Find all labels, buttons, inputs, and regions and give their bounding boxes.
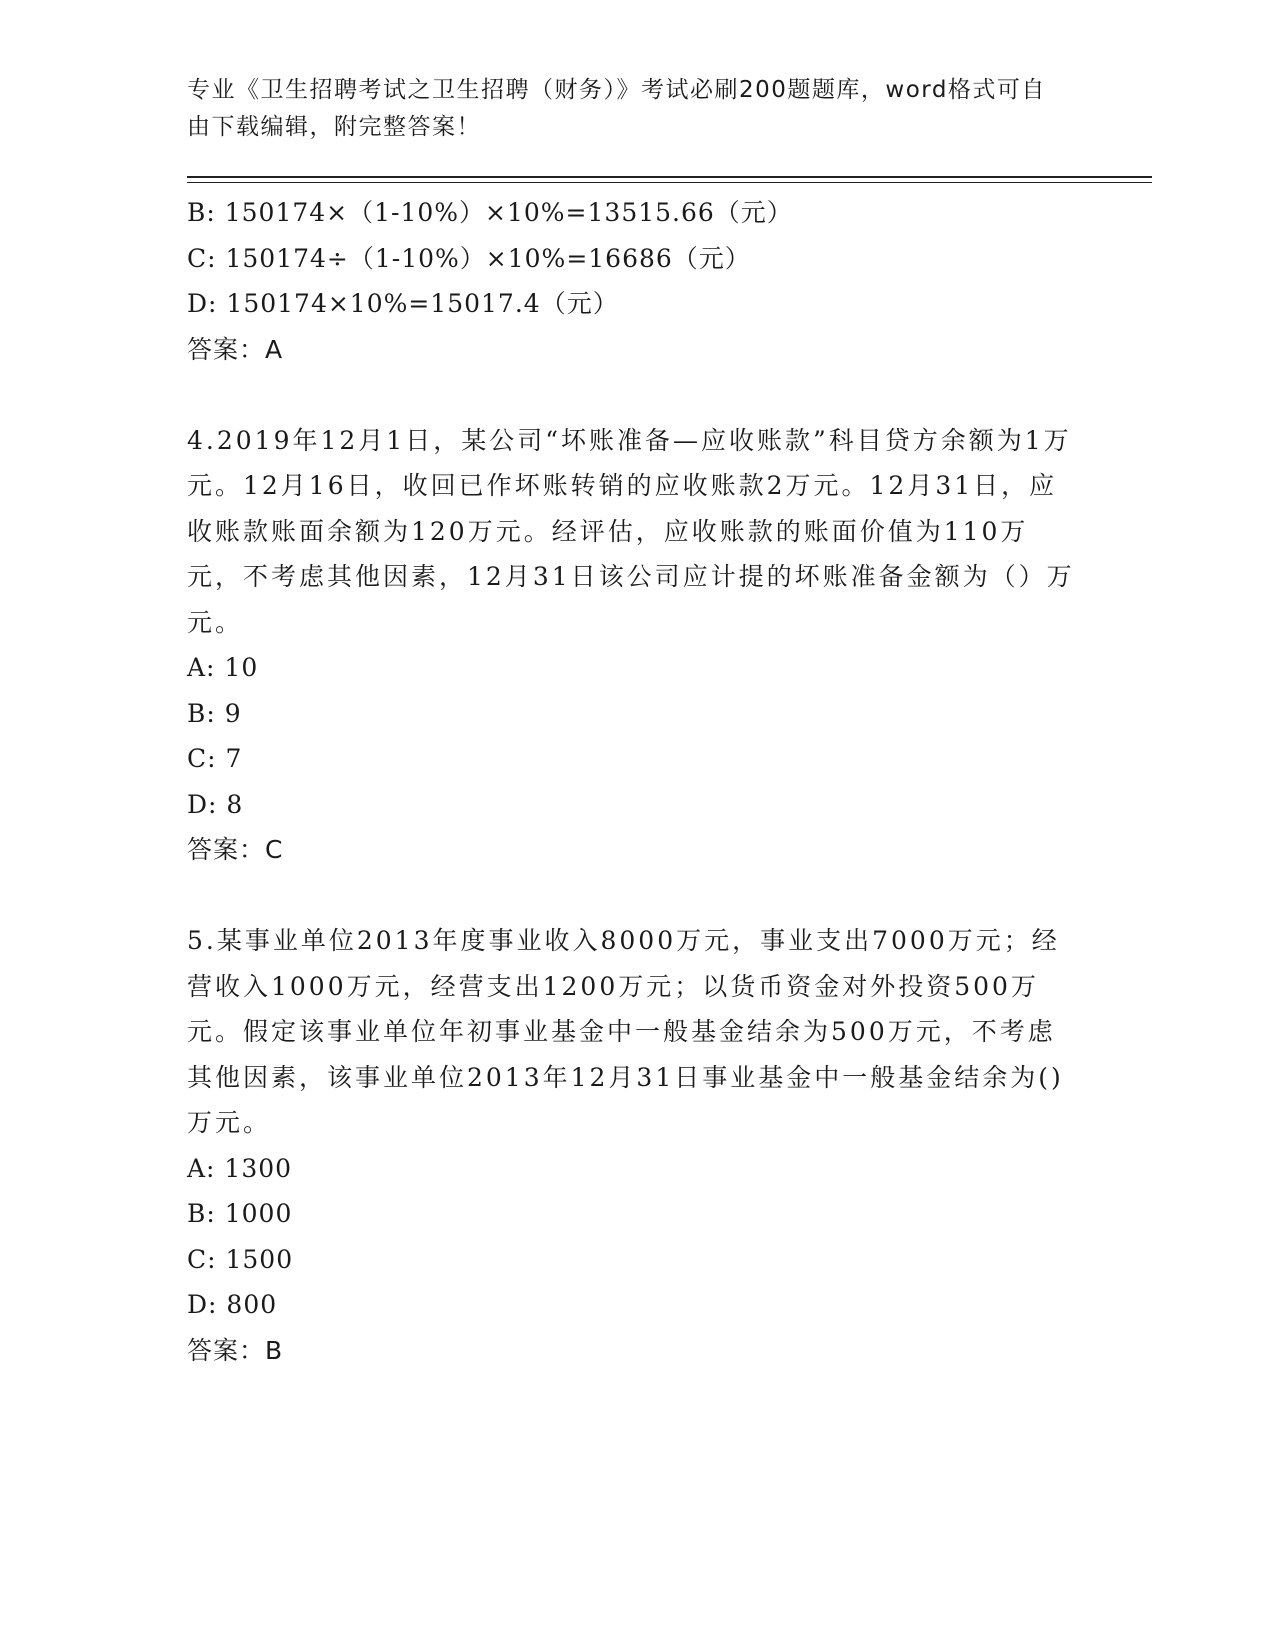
question-stem: 4.2019年12月1日，某公司“坏账准备—应收账款”科目贷方余额为1万元。12月16日，收回已作坏账转销的应收账款2万元。12月31日，应收账款账面余额为120万元。经评估，应收账款的账面价值为110万元，不考虑其他因素，12月31日该公司应计提的坏账准备金额为（）万元。 <box>187 425 1075 637</box>
question-stem: 5.某事业单位2013年度事业收入8000万元，事业支出7000万元；经营收入1000万元，经营支出1200万元；以货币资金对外投资500万元。假定该事业单位年初事业基金中一般基金结余为500万元，不考虑其他因素，该事业单位2013年12月31日事业基金中一般基金结余为()万元。 <box>187 926 1064 1137</box>
option-d: D: 800 <box>187 1290 278 1319</box>
answer-line: 答案：B <box>187 1335 284 1365</box>
option-c: C: 7 <box>187 744 243 773</box>
option-b: B: 150174×（1-10%）×10%=13515.66（元） <box>187 198 793 227</box>
spacer <box>187 873 1087 919</box>
question-3-continued <box>187 190 1087 372</box>
option-b: B: 9 <box>187 698 242 728</box>
document-header: 专业《卫生招聘考试之卫生招聘（财务）》考试必刷200题题库，word格式可自由下载编辑，附完整答案！ <box>187 77 1046 140</box>
answer-line: 答案：C <box>187 835 284 864</box>
question-5 <box>187 918 1087 1373</box>
question-4 <box>187 418 1087 873</box>
answer-line: 答案：A <box>187 334 284 364</box>
header-divider-thin <box>187 182 1152 183</box>
option-c: C: 1500 <box>187 1244 294 1274</box>
option-a: A: 1300 <box>187 1153 293 1183</box>
option-a: A: 10 <box>187 653 259 682</box>
document-body <box>187 190 1087 1373</box>
spacer <box>187 372 1087 418</box>
header-divider-thick <box>187 176 1152 178</box>
option-b: B: 1000 <box>187 1199 293 1228</box>
option-d: D: 8 <box>187 789 244 819</box>
option-d: D: 150174×10%=15017.4（元） <box>187 289 619 318</box>
option-c: C: 150174÷（1-10%）×10%=16686（元） <box>187 243 751 273</box>
